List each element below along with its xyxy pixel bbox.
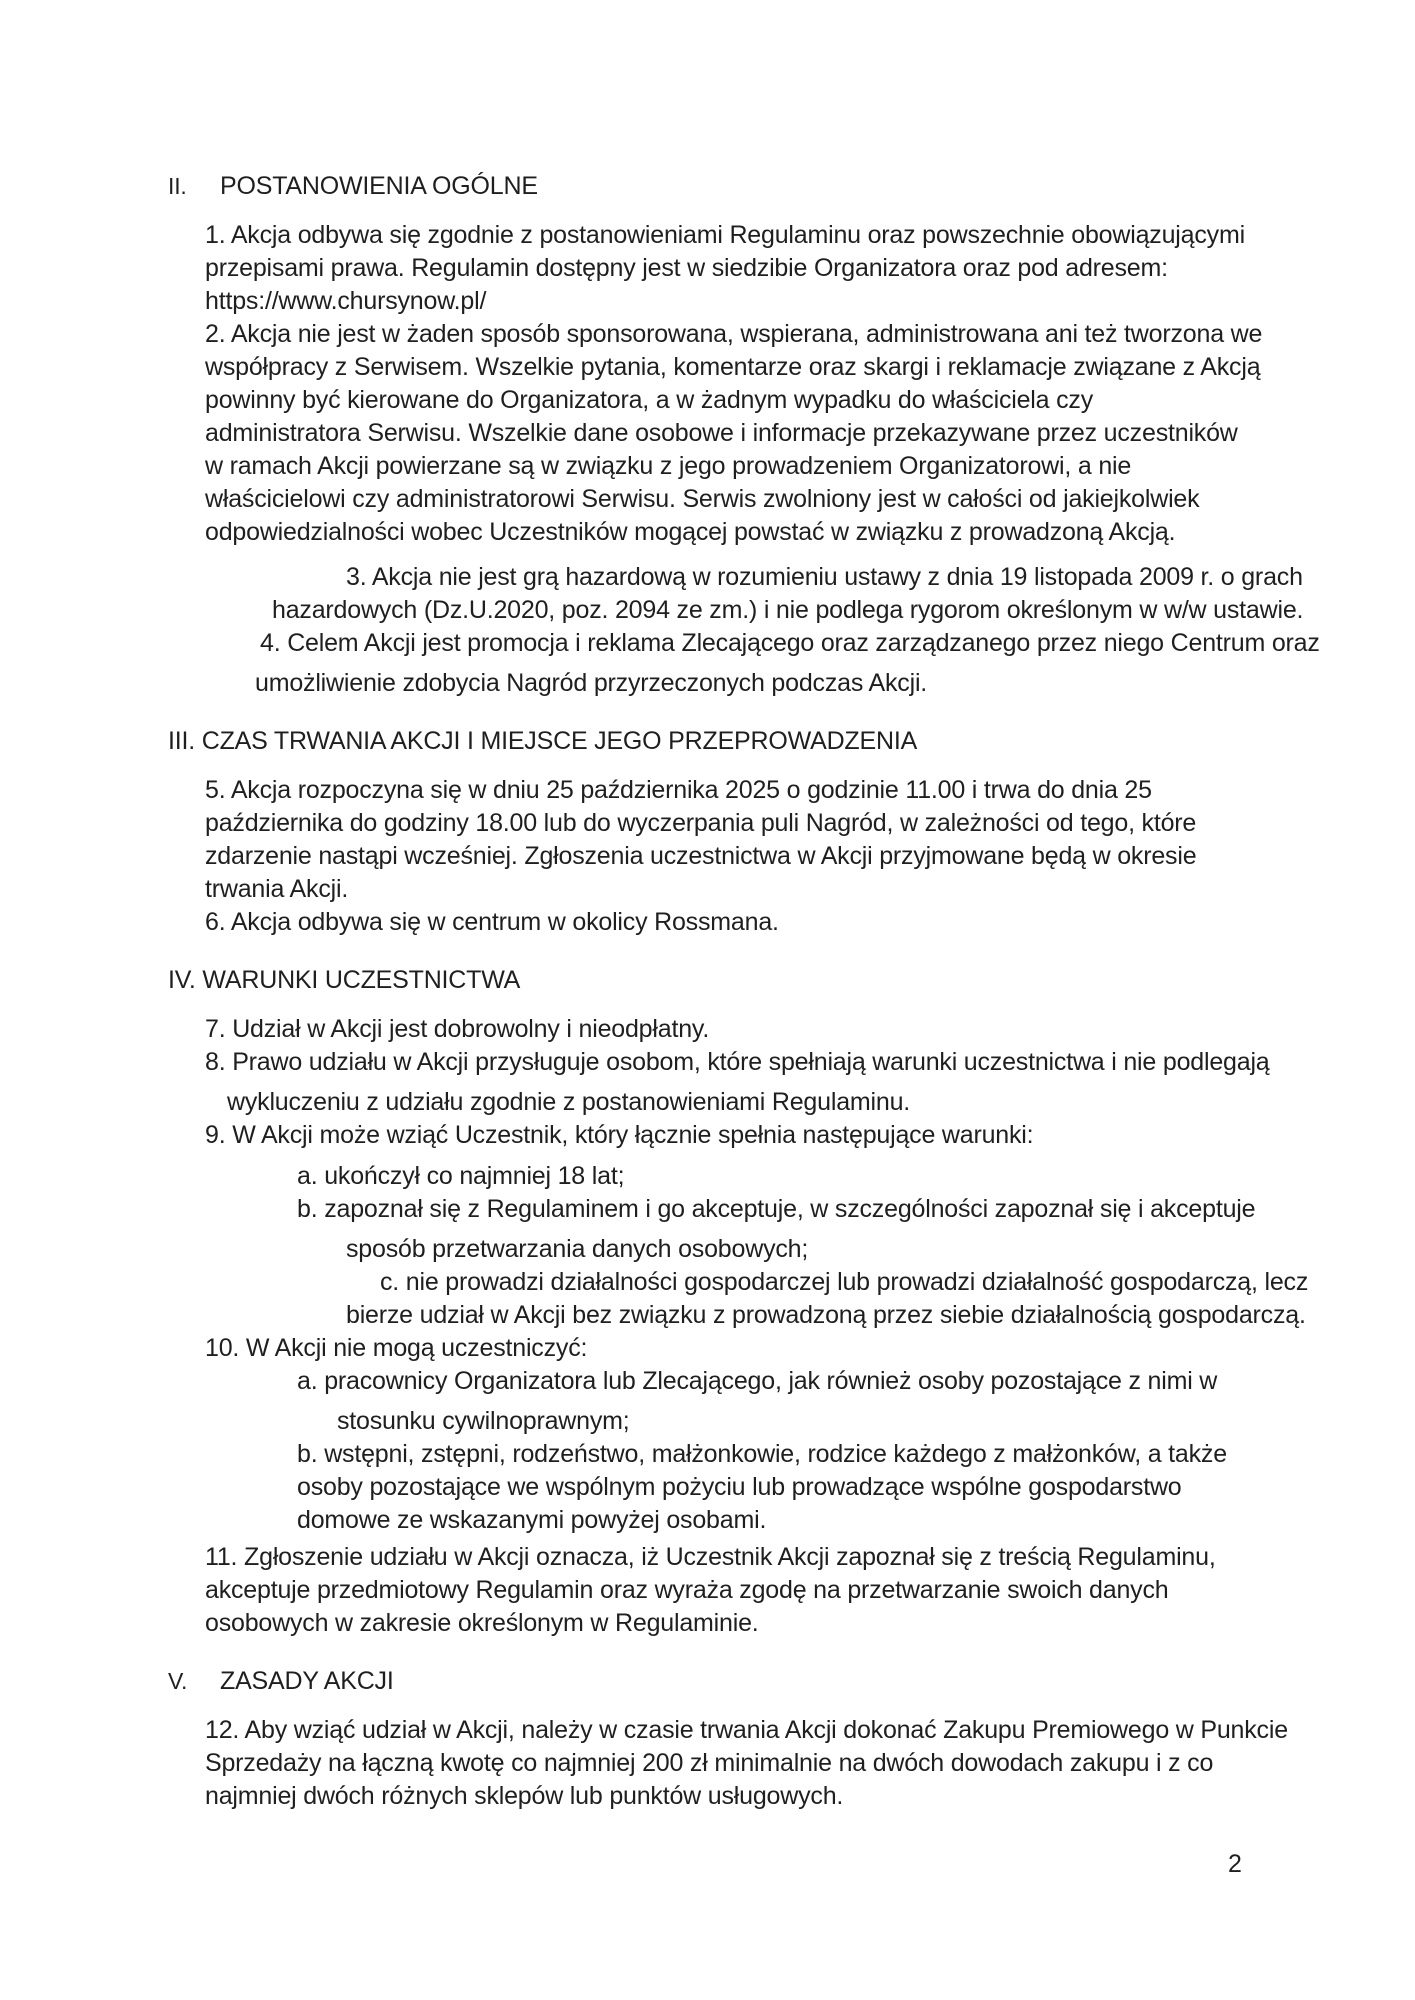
list-item-line: a. ukończył co najmniej 18 lat; [297,1162,625,1190]
text-line: najmniej dwóch różnych sklepów lub punktów usługowych. [205,1782,844,1810]
text-line: 12. Aby wziąć udział w Akcji, należy w czasie trwania Akcji dokonać Zakupu Premiowego w Punkcie [205,1716,1288,1744]
text-line: przepisami prawa. Regulamin dostępny jest w siedzibie Organizatora oraz pod adresem: [205,254,1168,282]
text-line: zdarzenie nastąpi wcześniej. Zgłoszenia uczestnictwa w Akcji przyjmowane będą w okresie [205,842,1197,870]
text-line: 3. Akcja nie jest grą hazardową w rozumieniu ustawy z dnia 19 listopada 2009 r. o grach [346,563,1303,591]
text-line: odpowiedzialności wobec Uczestników mogącej powstać w związku z prowadzoną Akcją. [205,518,1176,546]
text-line: powinny być kierowane do Organizatora, a w żadnym wypadku do właściciela czy [205,386,1094,414]
text-line: właścicielowi czy administratorowi Serwisu. Serwis zwolniony jest w całości od jakiejkolwiek [205,485,1200,513]
document-url: https://www.chursynow.pl/ [205,287,487,315]
text-line: administratora Serwisu. Wszelkie dane osobowe i informacje przekazywane przez uczestników [205,419,1238,447]
section-title: POSTANOWIENIA OGÓLNE [220,172,538,200]
text-line: 8. Prawo udziału w Akcji przysługuje osobom, które spełniają warunki uczestnictwa i nie podlegają [205,1048,1270,1076]
page-number: 2 [1228,1850,1242,1878]
text-line: akceptuje przedmiotowy Regulamin oraz wyraża zgodę na przetwarzanie swoich danych [205,1576,1169,1604]
section-title: IV. WARUNKI UCZESTNICTWA [168,966,521,994]
text-line: trwania Akcji. [205,875,349,903]
text-line: 7. Udział w Akcji jest dobrowolny i nieodpłatny. [205,1015,710,1043]
list-item-line: stosunku cywilnoprawnym; [337,1407,630,1435]
list-item-line: osoby pozostające we wspólnym pożyciu lub prowadzące wspólne gospodarstwo [297,1473,1182,1501]
text-line: umożliwienie zdobycia Nagród przyrzeczonych podczas Akcji. [255,669,928,697]
section-numeral: V. [168,1668,188,1694]
text-line: 1. Akcja odbywa się zgodnie z postanowieniami Regulaminu oraz powszechnie obowiązującymi [205,221,1245,249]
section-title: ZASADY AKCJI [220,1667,394,1695]
document-body [168,170,1348,1813]
text-line: Sprzedaży na łączną kwotę co najmniej 200 zł minimalnie na dwóch dowodach zakupu i z co [205,1749,1214,1777]
text-line: współpracy z Serwisem. Wszelkie pytania, komentarze oraz skargi i reklamacje związane z Akcją [205,353,1261,381]
text-line: 9. W Akcji może wziąć Uczestnik, który łącznie spełnia następujące warunki: [205,1121,1034,1149]
text-line: 11. Zgłoszenie udziału w Akcji oznacza, iż Uczestnik Akcji zapoznał się z treścią Regulaminu, [205,1543,1216,1571]
text-line: osobowych w zakresie określonym w Regulaminie. [205,1609,759,1637]
text-line: 4. Celem Akcji jest promocja i reklama Zlecającego oraz zarządzanego przez niego Centrum oraz [260,629,1320,657]
section-heading-ii [168,170,1348,203]
section-heading-iii [168,725,1348,758]
text-line: 5. Akcja rozpoczyna się w dniu 25 października 2025 o godzinie 11.00 i trwa do dnia 25 [205,776,1152,804]
list-item-line: sposób przetwarzania danych osobowych; [346,1235,809,1263]
section-numeral: II. [168,173,187,199]
list-item-line: c. nie prowadzi działalności gospodarczej lub prowadzi działalność gospodarczą, lecz [380,1268,1309,1296]
text-line: wykluczeniu z udziału zgodnie z postanowieniami Regulaminu. [227,1088,911,1116]
text-line: w ramach Akcji powierzane są w związku z jego prowadzeniem Organizatorowi, a nie [205,452,1132,480]
text-line: hazardowych (Dz.U.2020, poz. 2094 ze zm.) i nie podlega rygorom określonym w w/w ustawie. [272,596,1304,624]
text-line: 6. Akcja odbywa się w centrum w okolicy Rossmana. [205,908,779,936]
section-heading-v [168,1665,1348,1698]
section-heading-iv [168,964,1348,997]
list-item-line: domowe ze wskazanymi powyżej osobami. [297,1506,767,1534]
section-title: III. CZAS TRWANIA AKCJI I MIEJSCE JEGO PRZEPROWADZENIA [168,727,918,755]
list-item-line: b. zapoznał się z Regulaminem i go akceptuje, w szczególności zapoznał się i akceptuje [297,1195,1256,1223]
text-line: 2. Akcja nie jest w żaden sposób sponsorowana, wspierana, administrowana ani też tworzona we [205,320,1263,348]
list-item-line: bierze udział w Akcji bez związku z prowadzoną przez siebie działalnością gospodarczą. [346,1301,1306,1329]
text-line: 10. W Akcji nie mogą uczestniczyć: [205,1334,588,1362]
list-item-line: b. wstępni, zstępni, rodzeństwo, małżonkowie, rodzice każdego z małżonków, a także [297,1440,1227,1468]
list-item-line: a. pracownicy Organizatora lub Zlecającego, jak również osoby pozostające z nimi w [297,1367,1218,1395]
text-line: października do godziny 18.00 lub do wyczerpania puli Nagród, w zależności od tego, które [205,809,1197,837]
